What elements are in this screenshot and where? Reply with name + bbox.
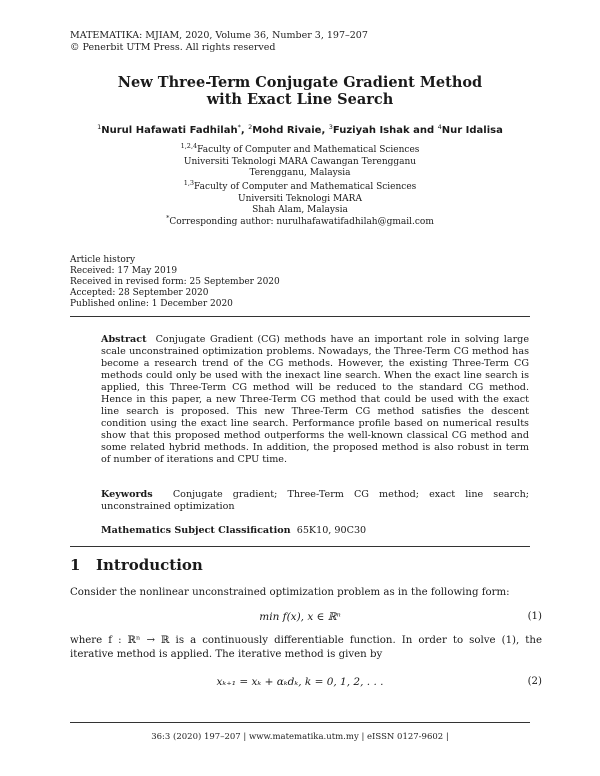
divider-top [70,316,530,317]
page-footer: 36:3 (2020) 197–207 | www.matematika.utm.my | eISSN 0127-9602 | [151,732,449,742]
history-heading: Article history [70,255,136,265]
keywords-text: Conjugate gradient; Three-Term CG method; exact line search; unconstrained optimization [101,489,530,512]
equation-1: min f(x), x ∈ ℝⁿ [259,611,341,623]
author-4: Nur Idalisa [441,125,503,136]
msc-text: 65K10, 90C30 [296,525,367,536]
author-3-sup: 3 [328,123,333,131]
history-received: Received: 17 May 2019 [70,266,178,276]
abstract-text: Conjugate Gradient (CG) methods have an important role in solving large scale unconstrained optimization problems. Nowadays, the Three-Term CG method has become a research trend of the CG methods. However, the existing Three-Term CG methods could only be used with the inexact line search. When the exact line search is applied, this Three-Term CG method will be reduced to the standard CG method. Hence in this paper, a new Three-Term CG method that could be used with the exact line search is proposed. This new Three-Term CG method satisfies the descent condition using the exact line search. Performance profile based on numerical results show that this proposed method outperforms the well-known classical CG method and some related hybrid methods. In addition, the proposed method is also robust in term of number of iterations and CPU time. [101,334,529,465]
affiliation-1-line-1: Faculty of Computer and Mathematical Sciences [197,145,420,155]
paragraph-2: where f : ℝⁿ → ℝ is a continuously differentiable function. In order to solve (1), the iterative method is applied. The iterative method is given by [70,635,542,660]
corresponding-author-sup: * [166,214,170,222]
affiliation-2-line-2: Universiti Teknologi MARA [238,193,362,204]
abstract-label: Abstract [101,334,147,345]
paper-title [0,74,600,108]
author-1-corr-mark: * [237,123,241,131]
article-history [70,255,280,310]
msc [101,525,529,537]
paragraph-1: Consider the nonlinear unconstrained optimization problem as in the following form: [70,587,510,598]
author-2: Mohd Rivaie [252,125,322,136]
section-heading [70,556,203,574]
author-2-sup: 2 [248,123,253,131]
affiliation-2-sup: 1,3 [183,179,195,187]
affiliation-2 [0,178,600,217]
history-accepted: Accepted: 28 September 2020 [70,288,209,298]
equation-2-number: (2) [527,676,542,687]
affiliation-1-sup: 1,2,4 [180,142,198,150]
history-published: Published online: 1 December 2020 [70,299,233,309]
copyright-line: © Penerbit UTM Press. All rights reserved [70,42,276,53]
equation-1-number: (1) [527,611,542,622]
equation-2: xₖ₊₁ = xₖ + αₖdₖ, k = 0, 1, 2, . . . [216,676,384,688]
author-3: Fuziyah Ishak [332,125,410,136]
section-number: 1 [70,556,81,574]
keywords-label: Keywords [101,489,153,500]
title-line-2: with Exact Line Search [206,91,394,108]
journal-line: MATEMATIKA: MJIAM, 2020, Volume 36, Number 3, 197–207 [70,30,368,41]
affiliation-2-line-3: Shah Alam, Malaysia [252,205,348,215]
affiliation-2-line-1: Faculty of Computer and Mathematical Sciences [194,182,417,192]
corresponding-author [0,213,600,229]
author-1: Nurul Hafawati Fadhilah [101,125,238,136]
author-4-sup: 4 [437,123,442,131]
title-line-1: New Three-Term Conjugate Gradient Method [117,74,483,91]
abstract [101,334,529,466]
keywords [101,489,529,513]
history-revised: Received in revised form: 25 September 2020 [70,277,280,287]
section-title: Introduction [96,556,203,574]
corresponding-author-email: Corresponding author: nurulhafawatifadhilah@gmail.com [169,217,434,227]
author-1-sup: 1 [97,123,102,131]
msc-label: Mathematics Subject Classification [101,525,291,536]
divider-bottom [70,546,530,547]
affiliation-1 [0,141,600,180]
affiliation-1-line-3: Terengganu, Malaysia [249,168,351,178]
journal-header [70,30,368,54]
author-list: $^1$Nurul Hafawati Fadhilah*, $^2$Mohd Rivaie, $^3$Fuziyah Ishak and $^4$Nur Idalisa [97,123,503,136]
affiliation-1-line-2: Universiti Teknologi MARA Cawangan Terengganu [183,156,417,167]
footer-divider [70,722,530,723]
